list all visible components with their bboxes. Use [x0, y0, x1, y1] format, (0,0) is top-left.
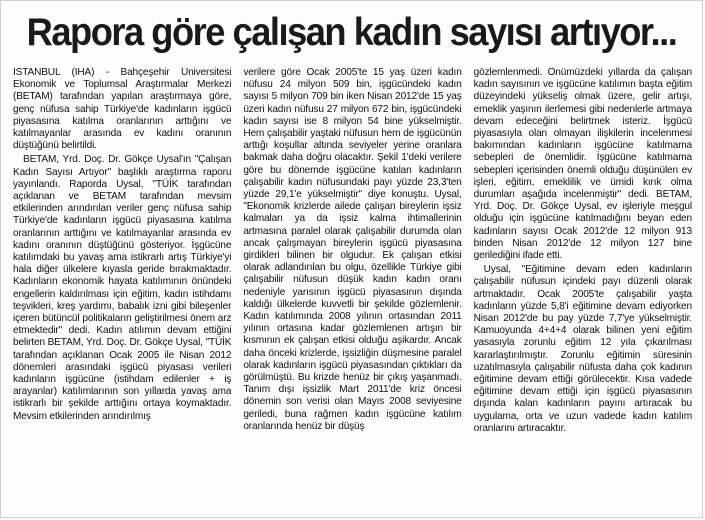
article-column-2	[243, 67, 461, 513]
paragraph: BETAM, Yrd. Doç. Dr. Gökçe Uysal'ın "Çalışan Kadın Sayısı Artıyor" başlıklı araştırma raporu yayınlandı. Raporda Uysal, "TÜİK tarafından açıklanan ve BETAM tarafından mevsim etkilerinden arındırılan veriler genç nüfusa sahip Türkiye'de kadınların işgücü piyasasına katılma oranlarının arttığını ve katılmayanlar arasında ev kadını oranının düştüğünü gösteriyor. İşgücüne katılımdaki bu yavaş ama istikrarlı artış Türkiye'yi hala diğer ülkelere kıyasla geride bırakmaktadır. Kadınların ekonomik hayata katılımının önündeki engellerin kaldırılması için eğitim, kadın istihdamı teşvikleri, kreş yardımı, babalık izni gibi bileşenler içeren bütüncül politikaların geliştirilmesi önem arz etmektedir" dedi. Kadın atılımın devam ettiğini belirten BETAM, Yrd. Doç. Dr. Gökçe Uysal, "TÜİK tarafından açıklanan Ocak 2005 ile Nisan 2012 dönemleri arasındaki işgücü piyasası verileri kadınların işgücüne (istihdam edilenler + iş arayanlar) katılımlarının son yıllarda yavaş ama istikrarlı bir şekilde arttığını ortaya koymaktadır. Mevsim etkilerinden arındırılmış	[13, 154, 232, 422]
paragraph: gözlemlenmedi. Önümüzdeki yıllarda da çalışan kadın sayısının ve işgücüne katılımın başta eğitim düzeyindeki yükseliş olmak üzere, gelir artışı, emeklik yaşının ilerlemesi gibi nedenlerle artmaya devam edeceğini belirtmek isteriz. İşgücü piyasasıyla olan olmayan ilişkilerin incelenmesi bakımından kadınların işgücüne katılmama sebepleri de önemlidir. İşgücüne katılmama sebepleri içerisinden önemli olduğu düşünülen ev işleri, eğitim, emeklilik ve ümidi kırık olma durumları aşağıda incelenmiştir" dedi. BETAM, Yrd. Doç. Dr. Gökçe Uysal, ev işleriyle meşgul olduğu için işgücüne katılmadığını beyan eden kadınların sayısı Ocak 2012'de 12 milyon 913 binden Nisan 2012'de 12 milyon 127 bine gerilediğini ifade etti.	[473, 67, 692, 262]
article-body	[13, 67, 692, 513]
paragraph: Uysal, "Eğitimine devam eden kadınların çalışabilir nüfusun içindeki payı düzenli olarak artmaktadır. Ocak 2005'te çalışabilir yaşta kadınların yüzde 5,8'i eğitimine devam ediyorken Nisan 2012'de bu pay yüzde 7,7'ye yükselmiştir. Kamuoyunda 4+4+4 olarak bilinen yeni eğitim yasasıyla zorunlu eğitim 12 yıla çıkarılması kararlaştırılmıştır. Zorunlu eğitimin süresinin uzatılmasıyla çalışabilir nüfusta daha çok kadının eğitimine devam ettiği görülecektir. Kısa vadede eğitimine devam ettiği için işgücü piyasasının dışında kalan kadınların payını artıracak bu uygulama, orta ve uzun vadede kadın katılım oranlarını artıracaktır.	[473, 264, 692, 434]
paragraph: İSTANBUL (İHA) - Bahçeşehir Üniversitesi Ekonomik ve Toplumsal Araştırmalar Merkezi (BETAM) tarafından yapılan araştırmaya göre, genç nüfusa sahip Türkiye'de kadınların işgücü piyasasına katılma oranlarının arttığını ve katılmayanlar arasında ev kadını oranının düştüğünü belirtildi.	[13, 67, 232, 152]
paragraph: verilere göre Ocak 2005'te 15 yaş üzeri kadın nüfusu 24 milyon 509 bin, işgücündeki kadın sayısı 5 milyon 709 bin iken Nisan 2012'de 15 yaş üzeri kadın nüfusu 27 milyon 672 bin, işgücündeki kadın sayısı ise 8 milyon 54 bine yükselmiştir. Hem çalışabilir yaştaki nüfusun hem de işgücünün arttığı koşullar altında seviyeler yerine oranlara bakmak daha doğru olacaktır. Şekil 1'deki verilere göre bu dönemde işgücüne katılan kadınların çalışabilir kadın nüfusundaki payı yüzde 23,3'ten yüzde 29,1'e yükselmiştir" diye konuştu. Uysal, "Ekonomik krizlerde ailede çalışan bireylerin işsiz kalmaları ya da işsiz kalma ihtimallerinin artmasına paralel olarak çalışabilir durumda olan ancak çalışmayan bireylerin işgücü piyasasına girdikleri bilinen bir olgudur. Ek çalışan etkisi olarak adlandırılan bu olgu, özellikle Türkiye gibi çalışabilir nüfusun düşük kadın kadın oranı nedeniyle yarısının işgücü piyasasının dışında kaldığı ülkelerde kuvvetli bir şekilde gözlemlenir. Kadın katılımında 2008 yılının ortasından 2011 yılının ortasına kadar gözlemlenen artışın bir kısmının ek çalışan etkisi olduğu aşikardır. Ancak daha önceki krizlerde, işsizliğin düşmesine paralel olarak kadınların işgücü piyasasından çıktıkları da görülmüştü. Bu krizde henüz bir çıkış yaşanmadı. Tanım dışı işsizlik Mart 2011'de kriz öncesi dönemin son verisi olan Mayıs 2008 seviyesine geriledi, buna rağmen kadın işgücüne katılım oranlarında henüz bir düşüş	[243, 67, 462, 432]
article-column-3	[474, 67, 692, 513]
article-column-1	[13, 67, 231, 513]
headline: Rapora göre çalışan kadın sayısı artıyor...	[26, 11, 677, 54]
